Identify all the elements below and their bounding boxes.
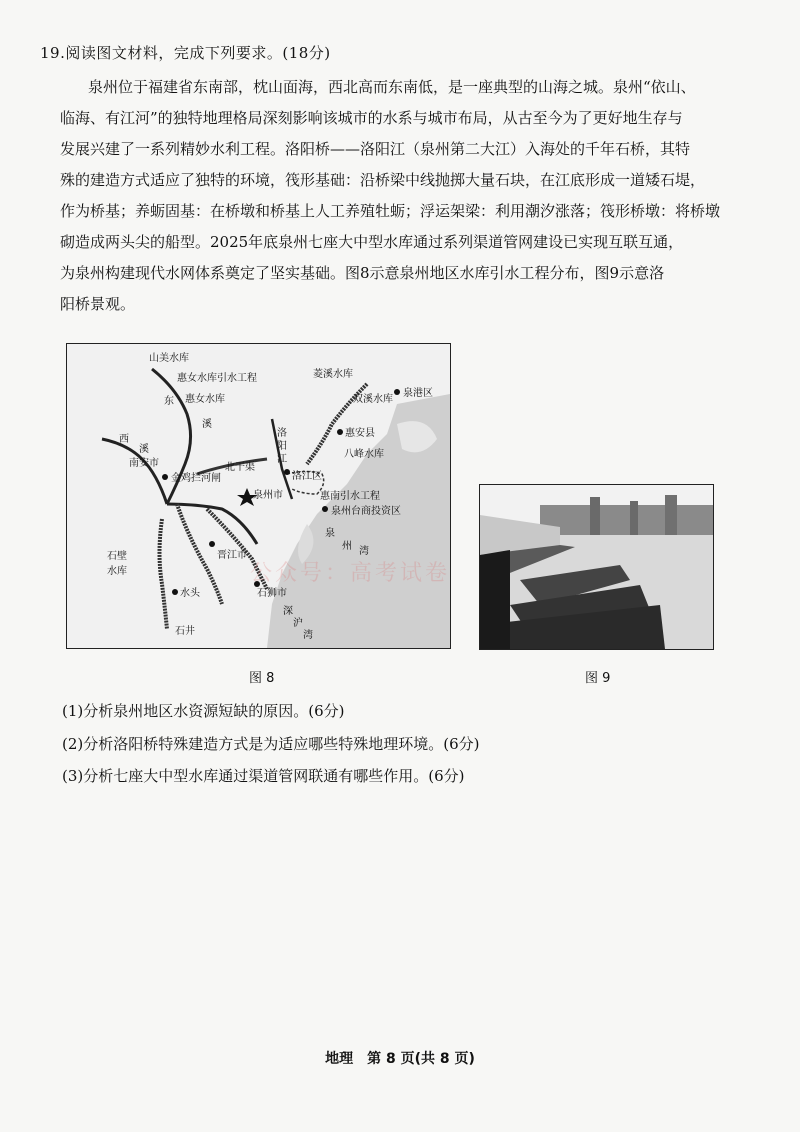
label-luoyang-3: 江 (277, 454, 287, 465)
label-jinjiang: 晋江市 (217, 550, 247, 561)
label-shibi-2: 水库 (107, 566, 127, 577)
sub-question-3: (3)分析七座大中型水库通过渠道管网联通有哪些作用。(6分) (62, 767, 465, 785)
label-quanzhou: 泉州市 (253, 490, 283, 501)
paragraph-line: 泉州位于福建省东南部，枕山面海，西北高而东南低，是一座典型的山海之城。泉州“依山、 (88, 78, 696, 96)
figure9-photo (479, 484, 714, 650)
point-jinji (162, 474, 168, 480)
figure8-caption: 图 8 (249, 671, 275, 686)
label-bay-3: 湾 (359, 546, 369, 557)
label-shenhu-2: 沪 (293, 618, 303, 629)
label-luoyang-1: 洛 (277, 428, 287, 439)
figure8-map (66, 343, 451, 649)
label-quangang: 泉港区 (403, 388, 433, 399)
label-shanmei: 山美水库 (149, 353, 189, 364)
xi-river (102, 439, 167, 504)
label-shuitou: 水头 (180, 588, 200, 599)
label-huian: 惠安县 (345, 428, 375, 439)
label-shenhu-3: 湾 (303, 630, 313, 641)
sub-question-1: (1)分析泉州地区水资源短缺的原因。(6分) (62, 702, 345, 720)
question-title: 19.阅读图文材料，完成下列要求。(18分) (40, 44, 331, 62)
label-xi: 溪 (202, 419, 212, 430)
sub-question-2: (2)分析洛阳桥特殊建造方式是为适应哪些特殊地理环境。(6分) (62, 735, 480, 753)
bridge-shadow (480, 550, 510, 649)
label-lingxi: 菱溪水库 (313, 369, 353, 380)
paragraph-line: 砌造成两头尖的船型。2025年底泉州七座大中型水库通过系列渠道管网建设已实现互联互通， (60, 233, 684, 251)
skyline-tower (590, 497, 600, 535)
label-west: 西 (119, 434, 129, 445)
label-dong: 东 (164, 396, 174, 407)
paragraph-line: 阳桥景观。 (60, 295, 136, 313)
label-huinv-project: 惠女水库引水工程 (177, 373, 257, 384)
paragraph-line: 为泉州构建现代水网体系奠定了坚实基础。图8示意泉州地区水库引水工程分布，图9示意洛 (60, 264, 665, 282)
label-shishi: 石狮市 (257, 588, 287, 599)
question-paragraph (60, 72, 720, 320)
skyline (540, 505, 713, 535)
skyline-tower (630, 501, 638, 535)
label-xi2: 溪 (139, 444, 149, 455)
label-luojiang: 洛江区 (292, 471, 322, 482)
label-shibi-1: 石壁 (107, 551, 127, 562)
label-shuangxi: 双溪水库 (353, 394, 393, 405)
label-luoyang-2: 阳 (277, 441, 287, 452)
paragraph-line: 作为桥基；养蛎固基：在桥墩和桥基上人工养殖牡蛎；浮运架梁：利用潮汐涨落；筏形桥墩：将桥墩 (60, 202, 721, 220)
canal-shibi (160, 519, 168, 629)
page-footer: 地理 第 8 页(共 8 页) (325, 1051, 475, 1067)
point-shuangxi (394, 389, 400, 395)
label-shenhu-1: 深 (283, 606, 293, 617)
figure9-caption: 图 9 (585, 671, 611, 686)
label-huinan: 惠南引水工程 (320, 491, 380, 502)
watermark: 公众号：高考试卷 (250, 561, 451, 586)
point-taishang (322, 506, 328, 512)
label-huinv: 惠女水库 (185, 394, 225, 405)
label-jinji: 金鸡拦河闸 (171, 473, 221, 484)
point-jinjiang (209, 541, 215, 547)
point-luojiang (284, 469, 290, 475)
point-huian (337, 429, 343, 435)
paragraph-line: 临海、有江河”的独特地理格局深刻影响该城市的水系与城市布局，从古至今为了更好地生存与 (60, 109, 683, 127)
label-taishang: 泉州台商投资区 (331, 506, 401, 517)
label-beiqu: 北干渠 (225, 462, 255, 473)
label-bay-1: 泉 (325, 528, 335, 539)
label-shijing: 石井 (175, 626, 195, 637)
label-nanan: 南安市 (129, 458, 159, 469)
skyline-tower (665, 495, 677, 535)
point-shuitou (172, 589, 178, 595)
label-bafeng: 八峰水库 (344, 449, 384, 460)
label-bay-2: 州 (342, 541, 352, 552)
paragraph-line: 发展兴建了一系列精妙水利工程。洛阳桥——洛阳江（泉州第二大江）入海处的千年石桥，其特 (60, 140, 691, 158)
paragraph-line: 殊的建造方式适应了独特的环境，筏形基础：沿桥梁中线抛掷大量石块，在江底形成一道矮石堤， (60, 171, 706, 189)
